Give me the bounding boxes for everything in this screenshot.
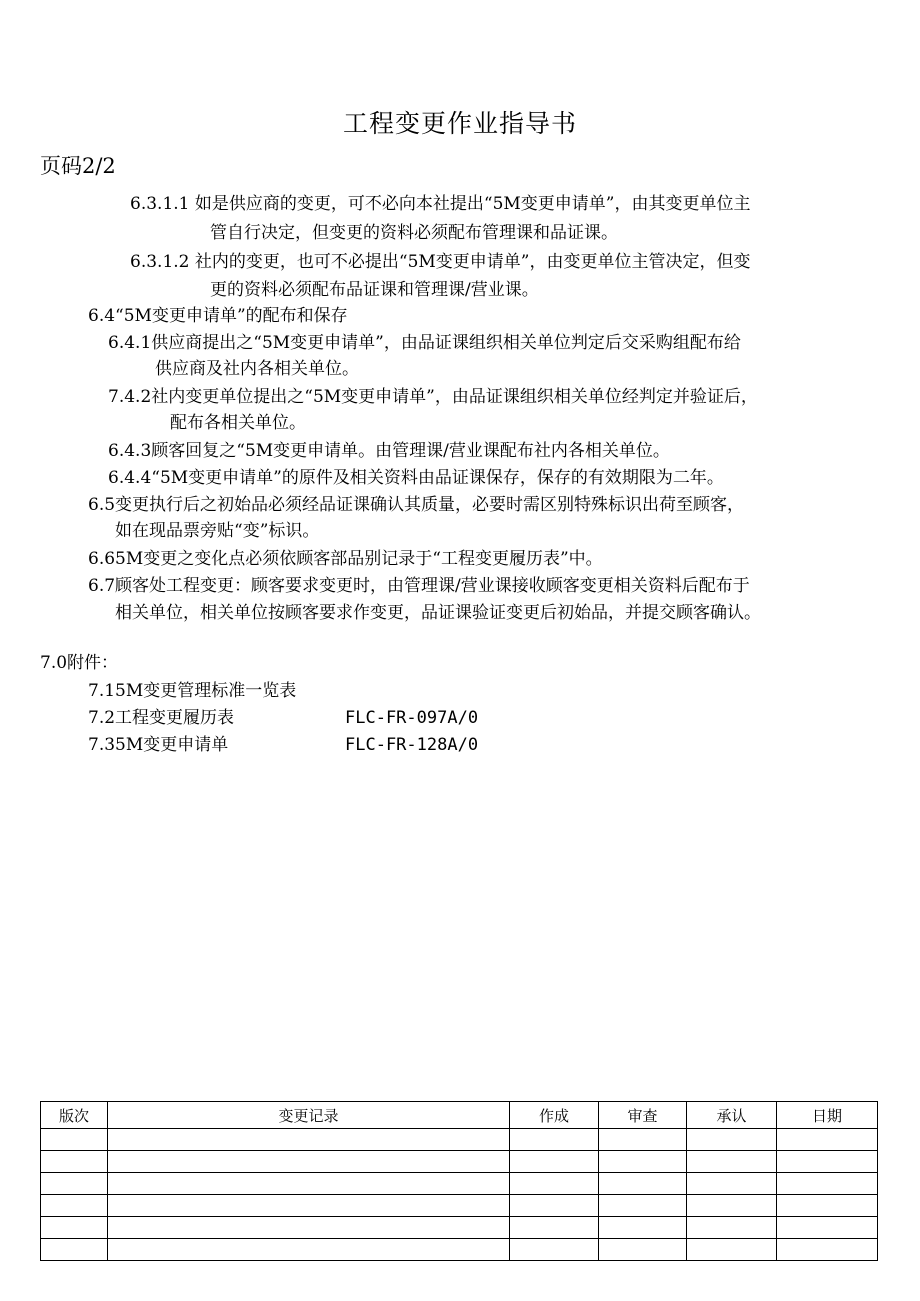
table-row (41, 1129, 878, 1151)
header-date: 日期 (777, 1102, 878, 1129)
clause-6-4-1-cont: 供应商及社内各相关单位。 (155, 359, 359, 379)
clause-6-5: 6.5变更执行后之初始品必须经品证课确认其质量，必要时需区别特殊标识出荷至顾客， (88, 495, 745, 515)
attachment-code: FLC-FR-097A/0 (345, 708, 479, 728)
revision-table (40, 1101, 878, 1261)
clause-6-6: 6.65M变更之变化点必须依顾客部品别记录于“工程变更履历表”中。 (88, 549, 603, 569)
clause-6-3-1-1-cont: 管自行决定，但变更的资料必须配布管理课和品证课。 (210, 223, 618, 243)
header-prepared: 作成 (510, 1102, 599, 1129)
clause-6-3-1-2-cont: 更的资料必须配布品证课和管理课/营业课。 (210, 280, 539, 300)
attachment-item (88, 732, 688, 758)
attachment-item (88, 678, 688, 704)
attachment-name: 7.15M变更管理标准一览表 (88, 681, 297, 701)
header-approved: 承认 (687, 1102, 777, 1129)
header-reviewed: 审查 (599, 1102, 687, 1129)
clause-6-5-cont: 如在现品票旁贴“变”标识。 (115, 521, 320, 541)
table-row (41, 1195, 878, 1217)
table-header-row (41, 1102, 878, 1129)
page-number: 页码2/2 (40, 154, 116, 178)
section-7-heading: 7.0附件： (40, 653, 119, 673)
document-title: 工程变更作业指导书 (342, 109, 577, 138)
clause-6-3-1-2: 6.3.1.2 社内的变更，也可不必提出“5M变更申请单”，由变更单位主管决定，但变 (130, 252, 751, 272)
attachment-code: FLC-FR-128A/0 (345, 735, 479, 755)
attachment-name: 7.35M变更申请单 (88, 735, 229, 755)
clause-6-4-4: 6.4.4“5M变更申请单”的原件及相关资料由品证课保存，保存的有效期限为二年。 (108, 468, 724, 488)
clause-6-4-3: 6.4.3顾客回复之“5M变更申请单。由管理课/营业课配布社内各相关单位。 (108, 441, 670, 461)
attachment-name: 7.2工程变更履历表 (88, 708, 235, 728)
header-edition: 版次 (41, 1102, 108, 1129)
table-row (41, 1151, 878, 1173)
header-change-record: 变更记录 (108, 1102, 510, 1129)
clause-7-4-2: 7.4.2社内变更单位提出之“5M变更申请单”，由品证课组织相关单位经判定并验证后， (108, 387, 758, 407)
table-row (41, 1239, 878, 1261)
clause-6-3-1-1: 6.3.1.1 如是供应商的变更，可不必向本社提出“5M变更申请单”，由其变更单位主 (130, 194, 751, 214)
clause-6-7: 6.7顾客处工程变更：顾客要求变更时，由管理课/营业课接收顾客变更相关资料后配布于 (88, 576, 750, 596)
table-row (41, 1173, 878, 1195)
attachment-item (88, 705, 688, 731)
clause-7-4-2-cont: 配布各相关单位。 (170, 413, 306, 433)
clause-6-4: 6.4“5M变更申请单”的配布和保存 (88, 306, 348, 326)
table-row (41, 1217, 878, 1239)
clause-6-4-1: 6.4.1供应商提出之“5M变更申请单”，由品证课组织相关单位判定后交采购组配布给 (108, 333, 741, 353)
clause-6-7-cont: 相关单位，相关单位按顾客要求作变更，品证课验证变更后初始品，并提交顾客确认。 (115, 603, 761, 623)
